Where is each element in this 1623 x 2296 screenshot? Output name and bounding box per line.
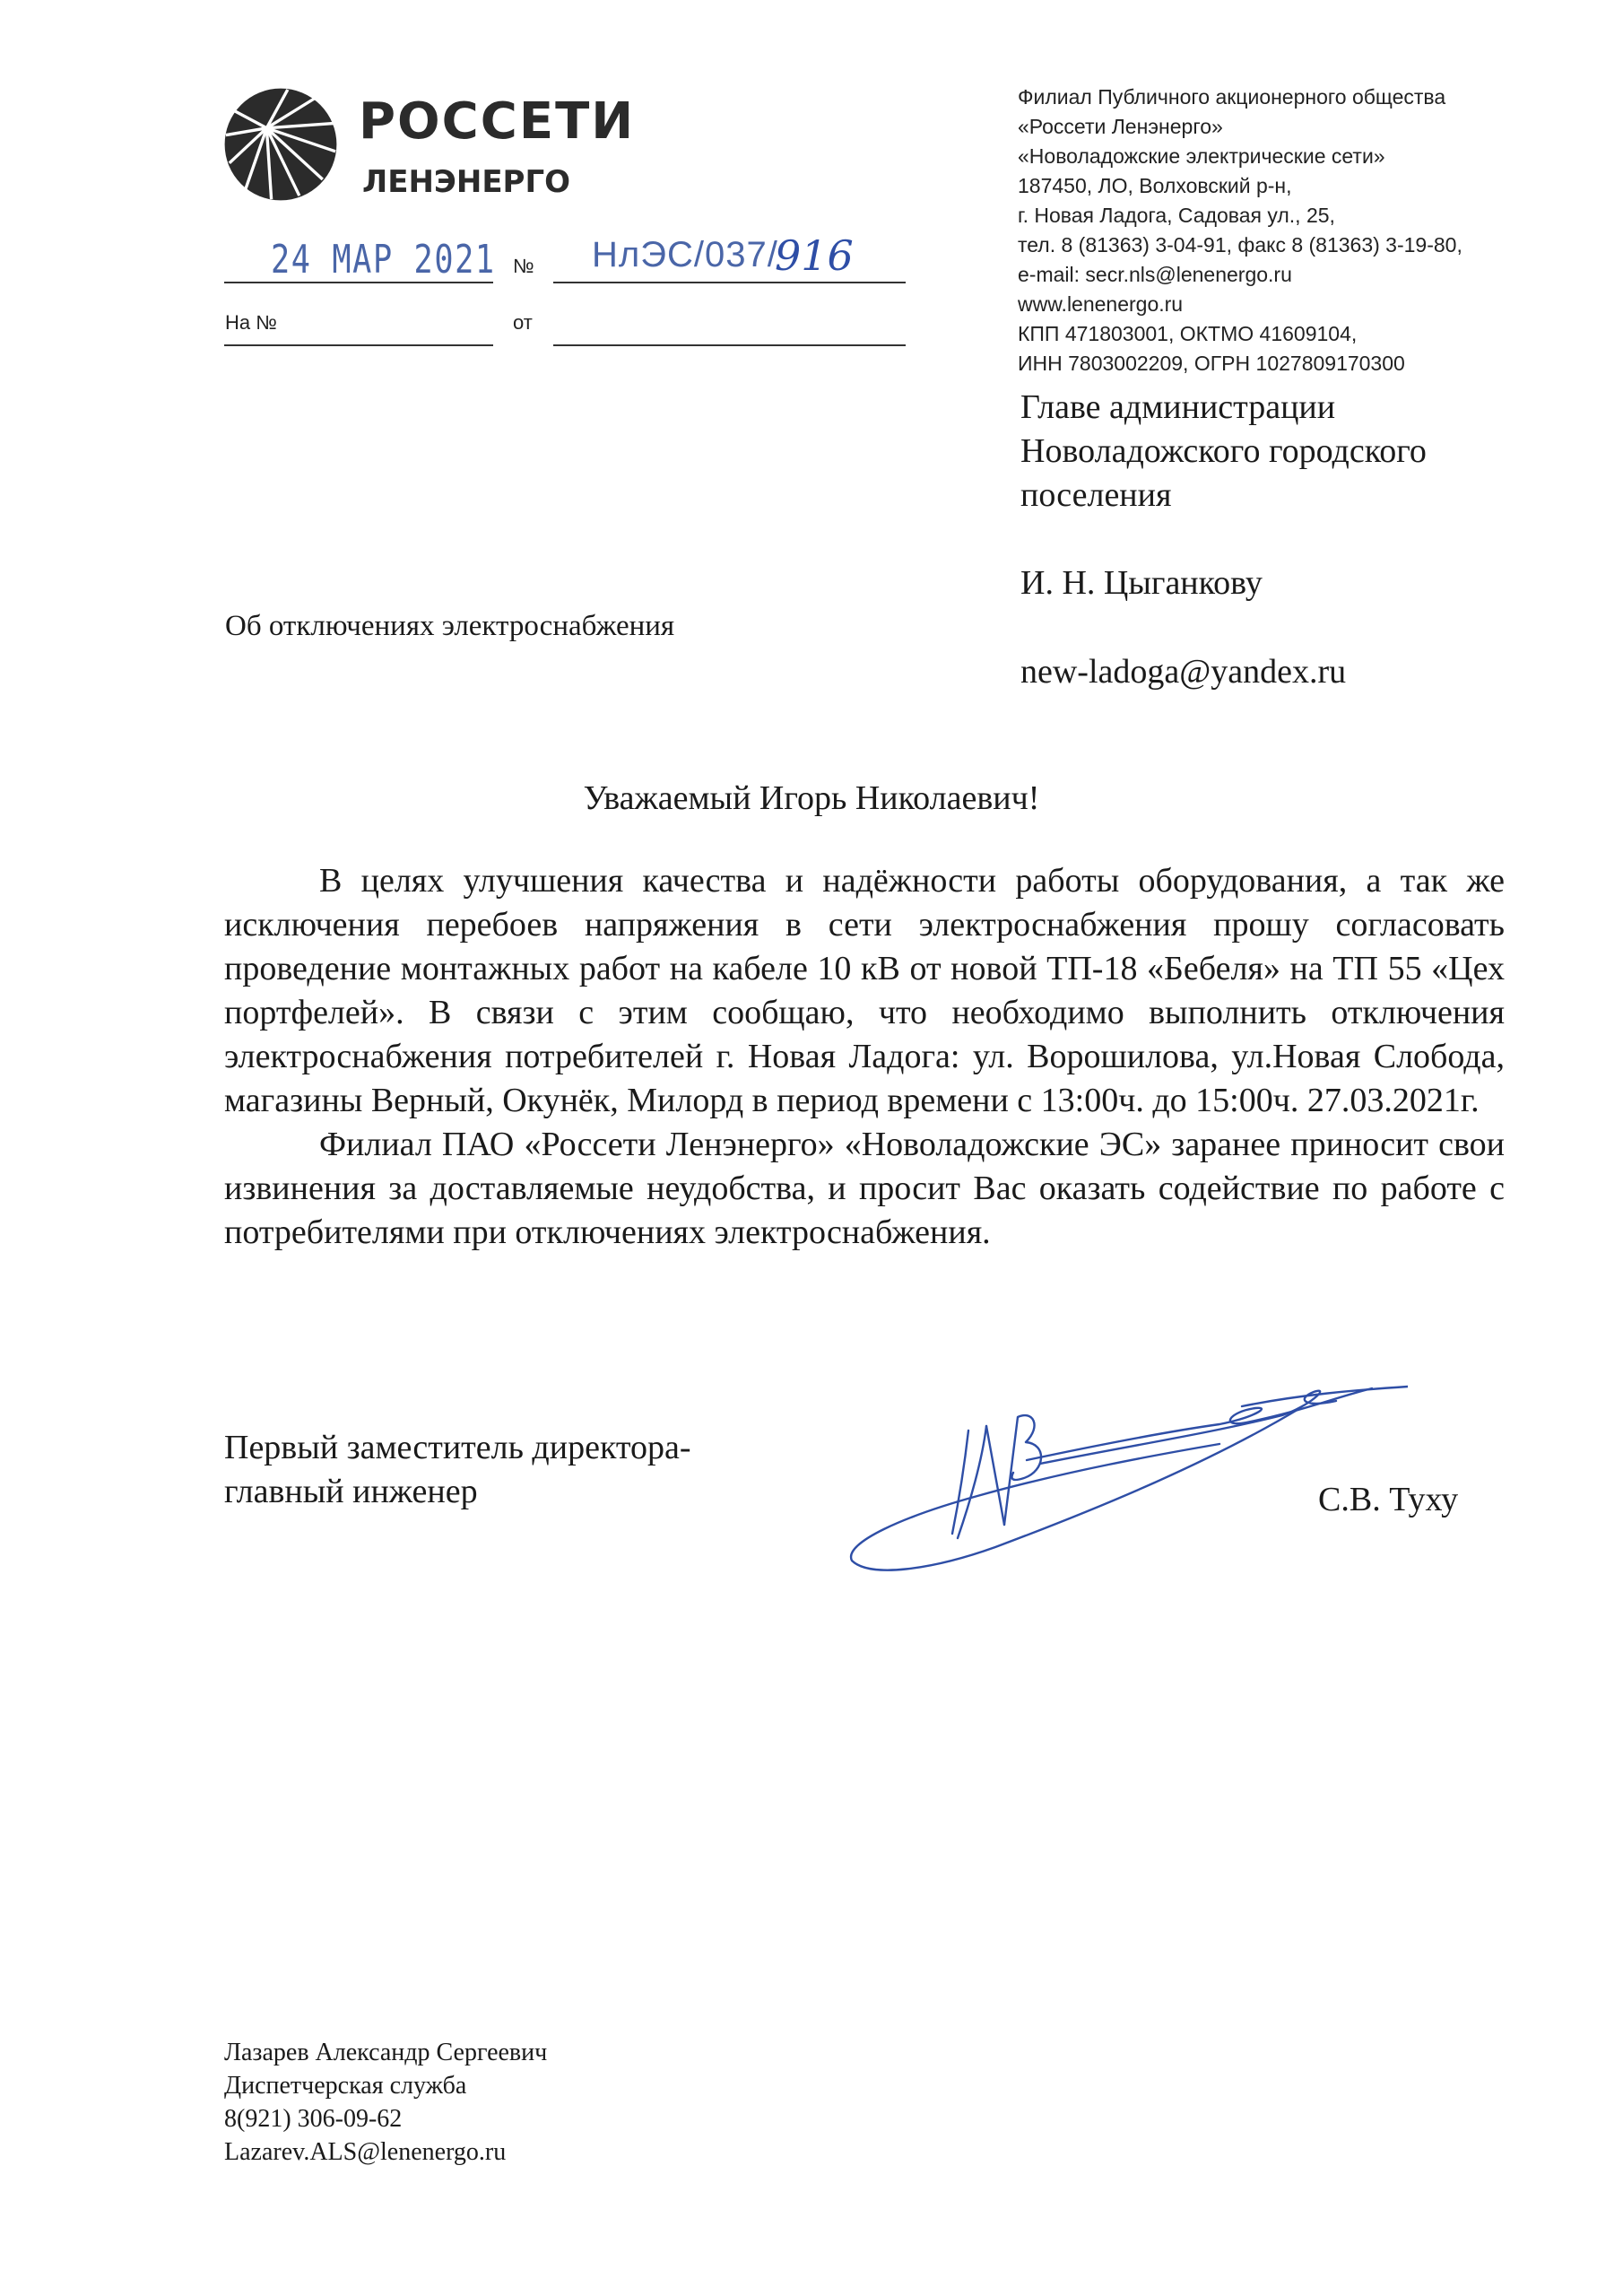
salutation: Уважаемый Игорь Николаевич! (583, 779, 1040, 817)
branch-line: г. Новая Ладога, Садовая ул., 25, (1018, 204, 1335, 227)
addressee-position (1020, 386, 1594, 517)
signer-title-line: Первый заместитель директора- (224, 1429, 691, 1466)
number-label: № (513, 255, 534, 277)
addressee-line: Главе администрации (1020, 388, 1336, 426)
date-line (224, 282, 493, 283)
branch-line: e-mail: secr.nls@lenenergo.ru (1018, 263, 1292, 286)
ref-line (224, 344, 493, 346)
branch-line: «Россети Ленэнерго» (1018, 115, 1223, 138)
addressee-line: Новоладожского городского (1020, 432, 1427, 470)
addressee-email: new-ladoga@yandex.ru (1020, 653, 1347, 691)
number-stamp: НлЭС/037/ (592, 235, 778, 274)
rosseti-logo-icon (222, 86, 339, 203)
branch-line: КПП 471803001, ОКТМО 41609104, (1018, 322, 1358, 345)
contact-block (224, 2036, 547, 2169)
contact-email: Lazarev.ALS@lenenergo.ru (224, 2138, 507, 2166)
addressee-name: И. Н. Цыганкову (1020, 564, 1263, 602)
logo-subtitle: ЛЕНЭНЕРГО (362, 164, 571, 200)
contact-department: Диспетчерская служба (224, 2072, 467, 2100)
signer-name: С.В. Туху (1318, 1481, 1459, 1518)
number-line (553, 282, 906, 283)
branch-line: «Новоладожские электрические сети» (1018, 144, 1385, 168)
logo-title: РОССЕТИ (359, 92, 636, 151)
branch-line: www.lenenergo.ru (1018, 292, 1184, 316)
contact-phone: 8(921) 306-09-62 (224, 2105, 403, 2133)
from-line (553, 344, 906, 346)
body-paragraph: Филиал ПАО «Россети Ленэнерго» «Новоладожские ЭС» заранее приносит свои извинения за доставляемые неудобства, и просит Вас оказать содействие по работе с потребителями при отключениях электроснабжения. (224, 1126, 1505, 1251)
signer-title-line: главный инженер (224, 1473, 478, 1510)
body-paragraph: В целях улучшения качества и надёжности работы оборудования, а так же исключения перебоев напряжения в сети электроснабжения прошу согласовать проведение монтажных работ на кабеле 10 кВ от новой ТП-18 «Бебеля» на ТП 55 «Цех портфелей». В связи с этим сообщаю, что необходимо выполнить отключения электроснабжения потребителей г. Новая Ладога: ул. Ворошилова, ул.Новая Слобода, магазины Верный, Окунёк, Милорд в период времени с 13:00ч. до 15:00ч. 27.03.2021г. (224, 862, 1505, 1119)
letter-subject: Об отключениях электроснабжения (225, 610, 675, 642)
date-stamp: 24 МАР 2021 (271, 237, 496, 283)
ref-label: На № (225, 311, 277, 334)
branch-line: Филиал Публичного акционерного общества (1018, 85, 1446, 109)
addressee-line: поселения (1020, 476, 1172, 514)
letter-body (224, 859, 1505, 1255)
branch-line: 187450, ЛО, Волховский р-н, (1018, 174, 1292, 197)
from-label: от (513, 311, 533, 334)
handwritten-signature (834, 1354, 1408, 1596)
branch-line: тел. 8 (81363) 3-04-91, факс 8 (81363) 3-19-80, (1018, 233, 1462, 257)
branch-line: ИНН 7803002209, ОГРН 1027809170300 (1018, 352, 1405, 375)
signer-title (224, 1426, 691, 1514)
contact-name: Лазарев Александр Сергеевич (224, 2039, 548, 2066)
number-handwritten: 916 (775, 231, 854, 280)
branch-info (1018, 83, 1592, 378)
